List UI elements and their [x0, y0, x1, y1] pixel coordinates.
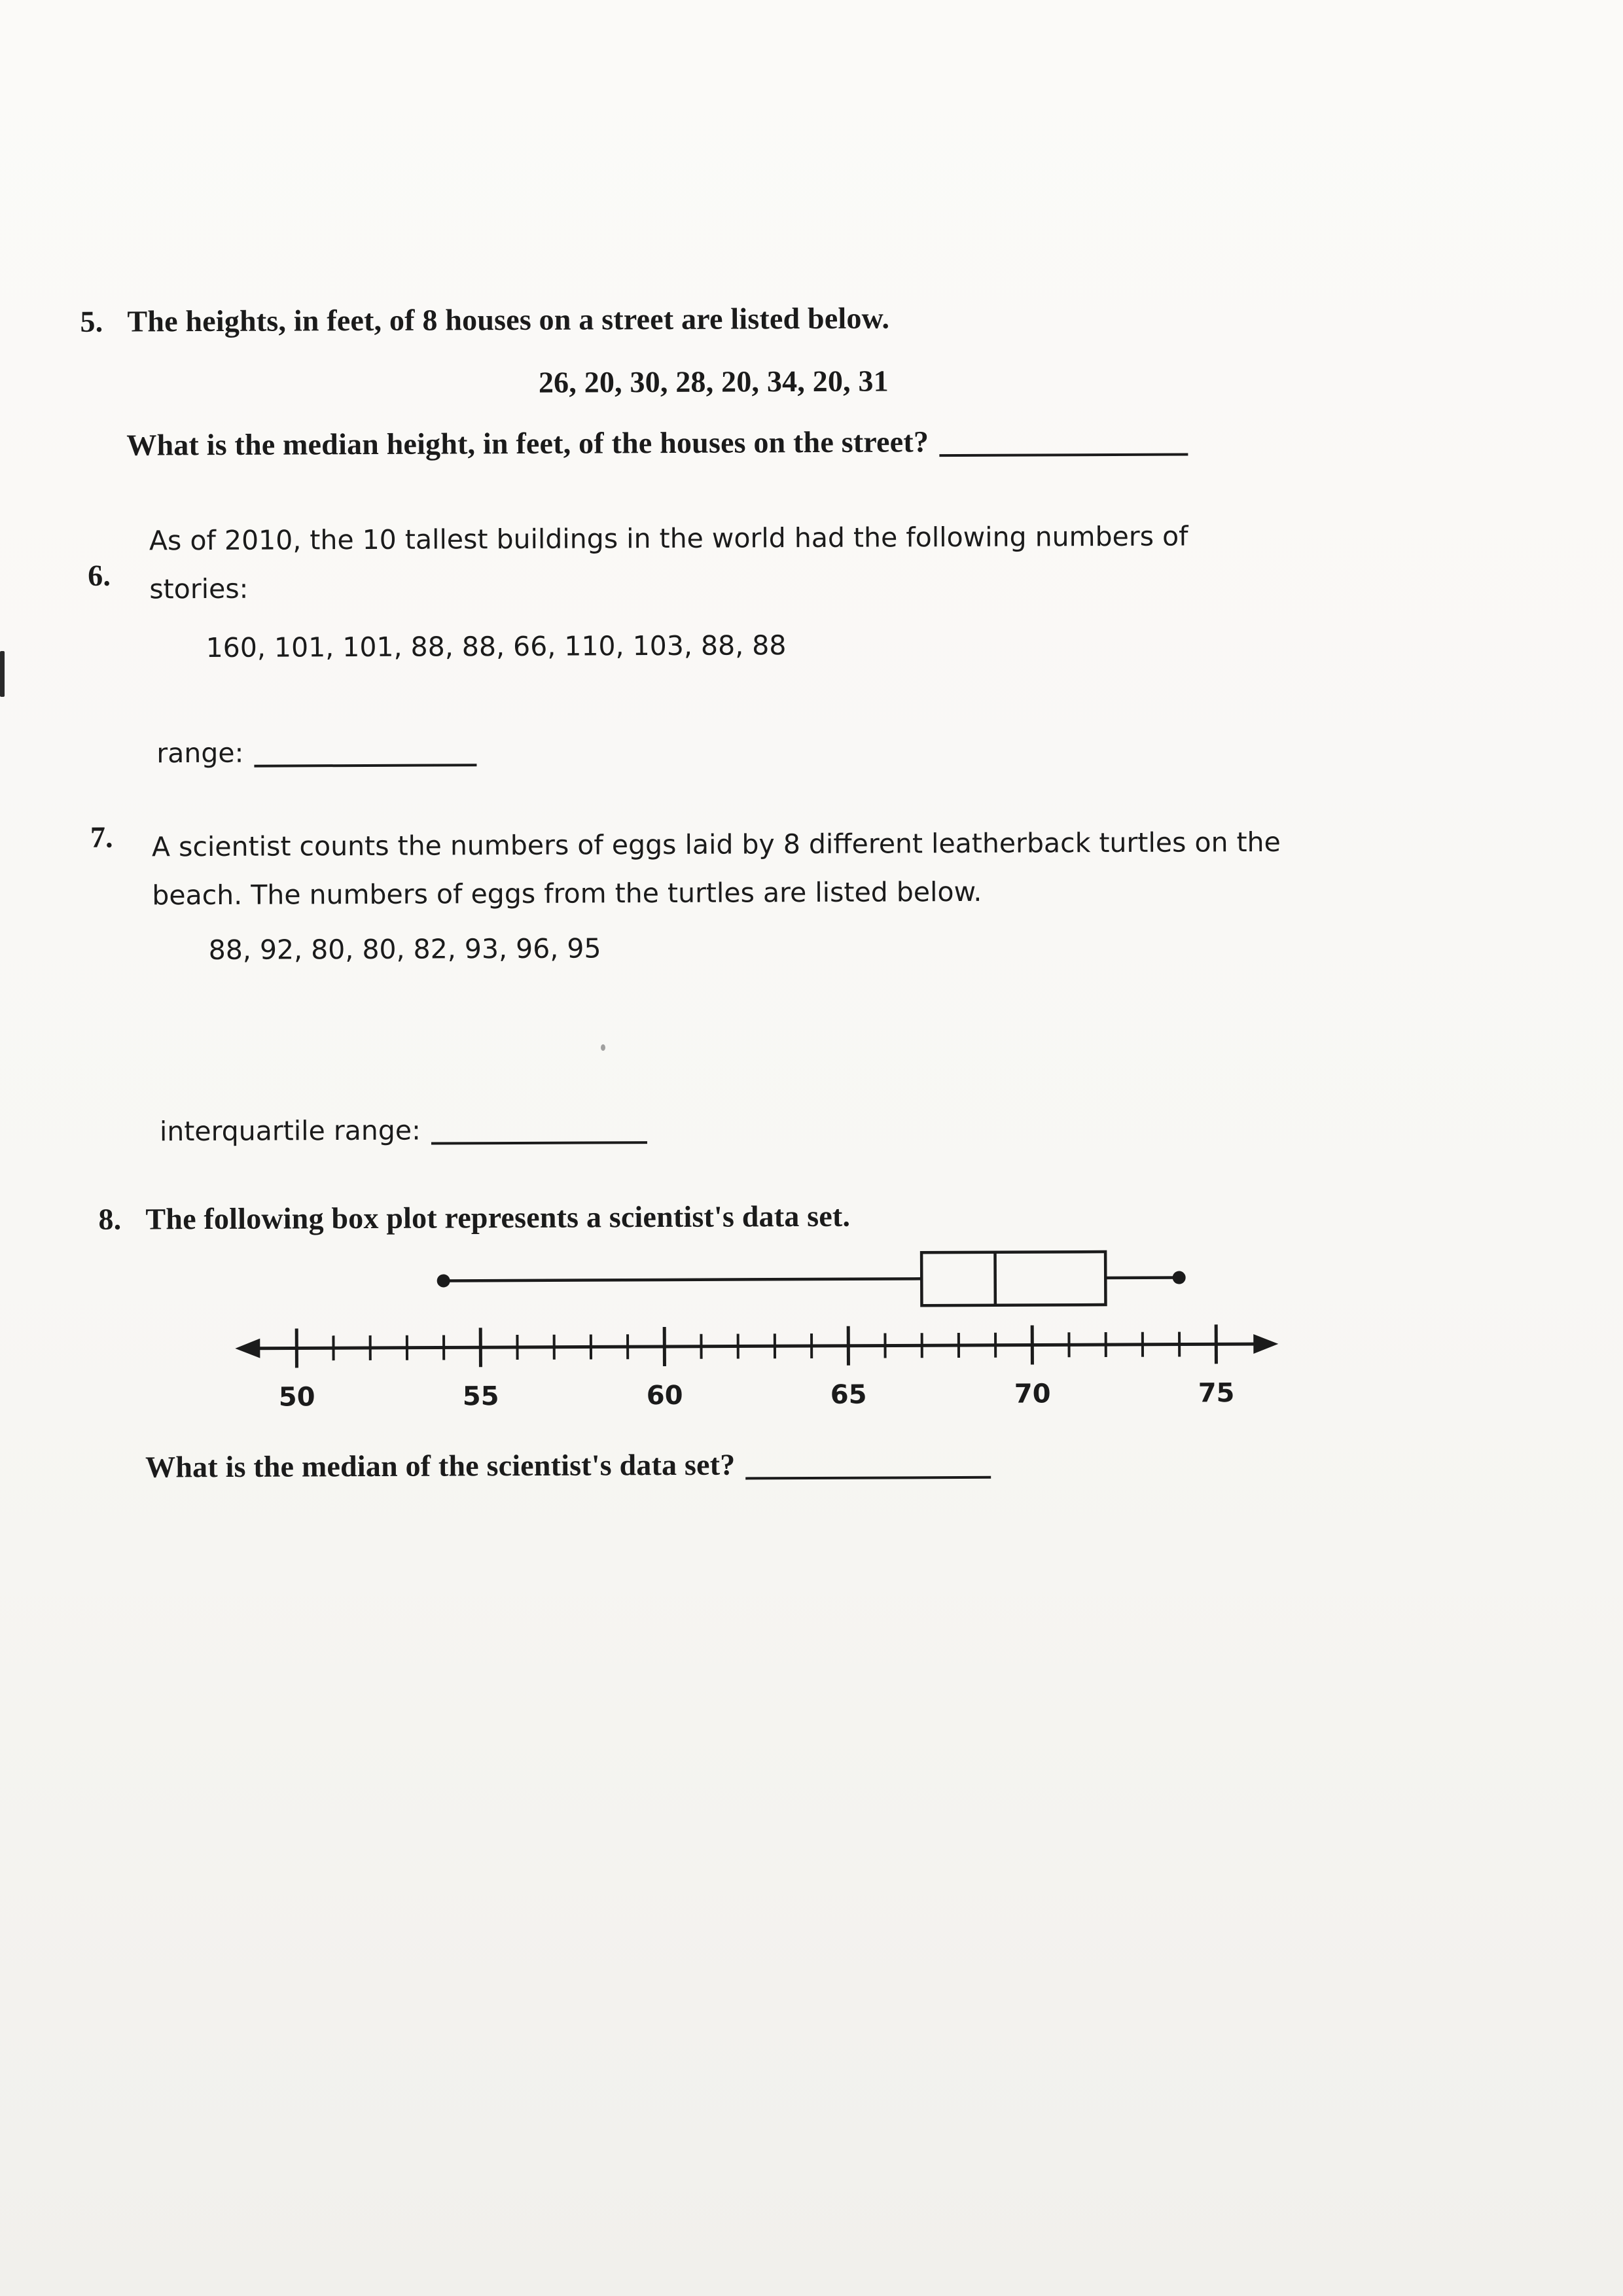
- q5-question: What is the median height, in feet, of the houses on the street?: [126, 425, 929, 462]
- q6-answer-label: range:: [156, 737, 244, 769]
- q8-prompt: The following box plot represents a scientist's data set.: [145, 1199, 851, 1236]
- q6-data-values: 160, 101, 101, 88, 88, 66, 110, 103, 88, 88: [205, 629, 787, 664]
- axis-label: 75: [1198, 1378, 1235, 1409]
- axis-label: 50: [278, 1382, 315, 1413]
- q8-answer-blank: [745, 1451, 991, 1480]
- q7-prompt-line2: beach. The numbers of eggs from the turtles are listed below.: [152, 875, 982, 911]
- q7-answer-line: [160, 1113, 647, 1147]
- q6-prompt-line1: As of 2010, the 10 tallest buildings in the world had the following numbers of: [149, 520, 1188, 557]
- boxplot-figure: [217, 1227, 1330, 1434]
- min-point: [437, 1274, 450, 1287]
- q5-data-values: 26, 20, 30, 28, 20, 34, 20, 31: [538, 364, 889, 399]
- max-point: [1173, 1271, 1186, 1284]
- q8-question: What is the median of the scientist's data set?: [145, 1447, 736, 1484]
- q8-question-line: [145, 1445, 991, 1485]
- q8-number: 8.: [98, 1202, 122, 1236]
- iqr-box: [921, 1252, 1105, 1305]
- right-arrowhead: [1253, 1334, 1278, 1354]
- left-arrowhead: [235, 1339, 260, 1358]
- q5-number: 5.: [80, 304, 103, 338]
- axis-label: 70: [1014, 1379, 1051, 1409]
- q6-answer-line: [156, 735, 476, 769]
- q5-prompt: The heights, in feet, of 8 houses on a street are listed below.: [127, 301, 890, 338]
- q7-number: 7.: [90, 820, 113, 854]
- q7-data-values: 88, 92, 80, 80, 82, 93, 96, 95: [208, 932, 601, 966]
- number-line: [251, 1344, 1262, 1349]
- q6-answer-blank: [254, 741, 476, 767]
- q5-question-line: [126, 422, 1188, 462]
- axis-label: 55: [462, 1381, 499, 1412]
- q6-number: 6.: [88, 558, 111, 592]
- left-whisker: [444, 1279, 922, 1280]
- axis-label: 60: [646, 1380, 683, 1411]
- q5-answer-blank: [939, 427, 1188, 457]
- question-5: [0, 0, 1618, 462]
- q7-answer-label: interquartile range:: [159, 1114, 421, 1148]
- q7-answer-blank: [431, 1118, 647, 1144]
- q7-prompt-line1: A scientist counts the numbers of eggs laid by 8 different leatherback turtles on the: [151, 826, 1281, 863]
- axis-label: 65: [830, 1379, 867, 1410]
- q6-prompt-line2: stories:: [149, 573, 249, 605]
